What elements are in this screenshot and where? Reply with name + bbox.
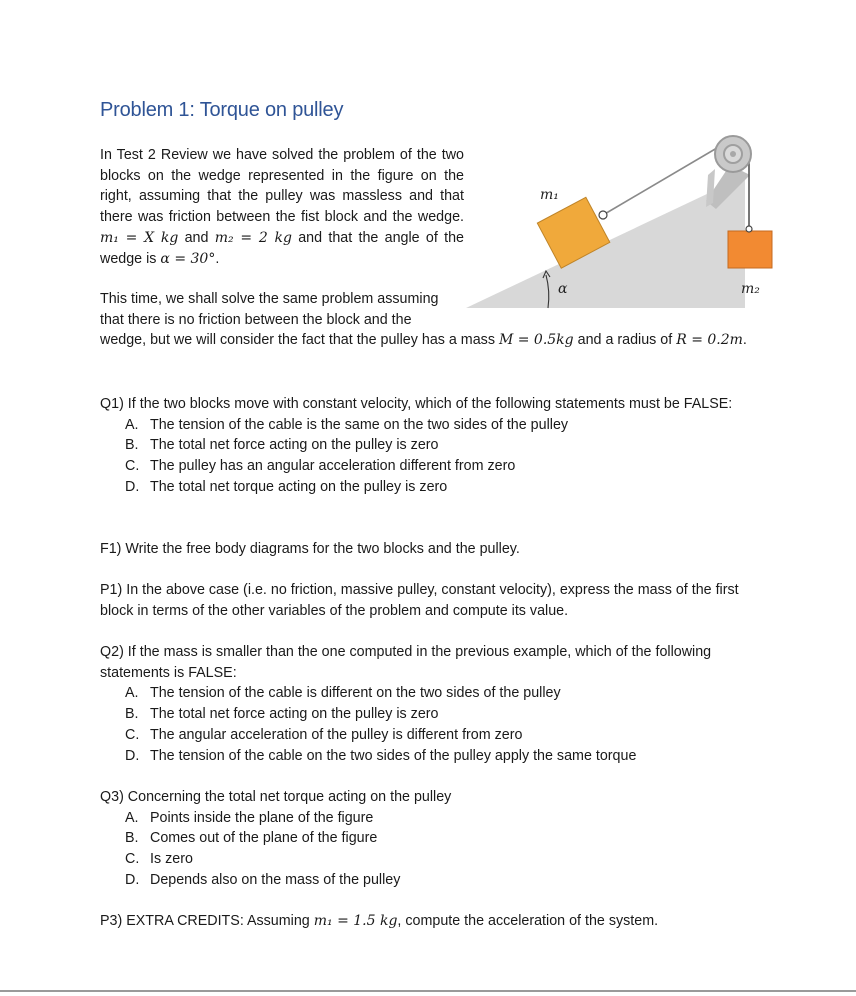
alpha-label: α — [558, 281, 568, 297]
para2 — [100, 289, 762, 351]
question-p1: P1) In the above case (i.e. no friction, massive pulley, constant velocity), express the mass of the first block in terms of the other variables of the problem and compute its value. — [100, 582, 739, 619]
para2-period: . — [742, 332, 747, 349]
q2-option-b[interactable]: B. The total net force acting on the pulley is zero — [125, 706, 439, 723]
p3-post: , compute the acceleration of the system. — [397, 913, 659, 929]
para2-line3: wedge, but we will consider the fact that the pulley has a mass — [100, 332, 495, 349]
q1-option-d[interactable]: D. The total net torque acting on the pulley is zero — [125, 478, 448, 495]
question-q3 — [100, 787, 764, 891]
q3-option-a[interactable]: A. Points inside the plane of the figure — [125, 809, 374, 826]
q2-prompt: Q2) If the mass is smaller than the one computed in the previous example, which of the following statements is FALSE: — [100, 644, 712, 681]
q1-option-c[interactable]: C. The pulley has an angular acceleration different from zero — [125, 458, 516, 475]
q2-option-a[interactable]: A. The tension of the cable is different on the two sides of the pulley — [125, 685, 561, 702]
question-q1 — [100, 394, 764, 498]
intro-angle-text: and that the angle of the wedge is — [100, 229, 464, 267]
para2-line1: This time, we shall solve the same problem assuming — [100, 291, 439, 307]
m1-equation: m₁ = X kg — [100, 229, 179, 246]
block-m2 — [728, 231, 772, 268]
q1-option-b[interactable]: B. The total net force acting on the pulley is zero — [125, 437, 439, 454]
page-divider — [0, 990, 856, 992]
p3-mass-equation: m₁ = 1.5 kg — [313, 913, 398, 929]
alpha-equation: α = 30° — [160, 250, 216, 267]
intro-period: . — [215, 250, 220, 267]
q3-option-b[interactable]: B. Comes out of the plane of the figure — [125, 830, 378, 847]
radius-equation: R = 0.2m — [676, 332, 743, 349]
q1-option-a[interactable]: A. The tension of the cable is the same on the two sides of the pulley — [125, 416, 569, 433]
m2-equation: m₂ = 2 kg — [214, 229, 292, 246]
intro-and: and — [184, 229, 209, 246]
q3-option-d[interactable]: D. Depends also on the mass of the pulley — [125, 871, 401, 888]
q3-prompt: Q3) Concerning the total net torque acting on the pulley — [100, 789, 452, 805]
m2-label: m₂ — [741, 281, 760, 297]
page-title: Problem 1: Torque on pulley — [100, 99, 344, 121]
mass-equation: M = 0.5kg — [498, 332, 574, 349]
para2-mid: and a radius of — [577, 332, 673, 349]
q2-option-d[interactable]: D. The tension of the cable on the two sides of the pulley apply the same torque — [125, 747, 637, 764]
block-m1-hook — [599, 211, 607, 219]
q3-option-c[interactable]: C. Is zero — [125, 851, 193, 868]
block-m2-hook — [746, 226, 752, 232]
wedge-pulley-figure — [460, 125, 790, 315]
question-q2 — [100, 642, 764, 766]
intro-paragraph — [100, 145, 464, 269]
q2-option-c[interactable]: C. The angular acceleration of the pulley is different from zero — [125, 726, 523, 743]
intro-text: In Test 2 Review we have solved the problem of the two blocks on the wedge represented in the figure on the right, assuming that the pulley was massless and that there was friction between the fist block and the wedge. — [100, 147, 464, 226]
question-f1: F1) Write the free body diagrams for the two blocks and the pulley. — [100, 541, 520, 557]
p3-pre: P3) EXTRA CREDITS: Assuming — [100, 913, 310, 929]
m1-label: m₁ — [540, 187, 559, 203]
q1-prompt: Q1) If the two blocks move with constant velocity, which of the following statements must be FALSE: — [100, 396, 733, 412]
para2-line2: that there is no friction between the block and the — [100, 311, 412, 328]
question-p3 — [100, 911, 764, 932]
